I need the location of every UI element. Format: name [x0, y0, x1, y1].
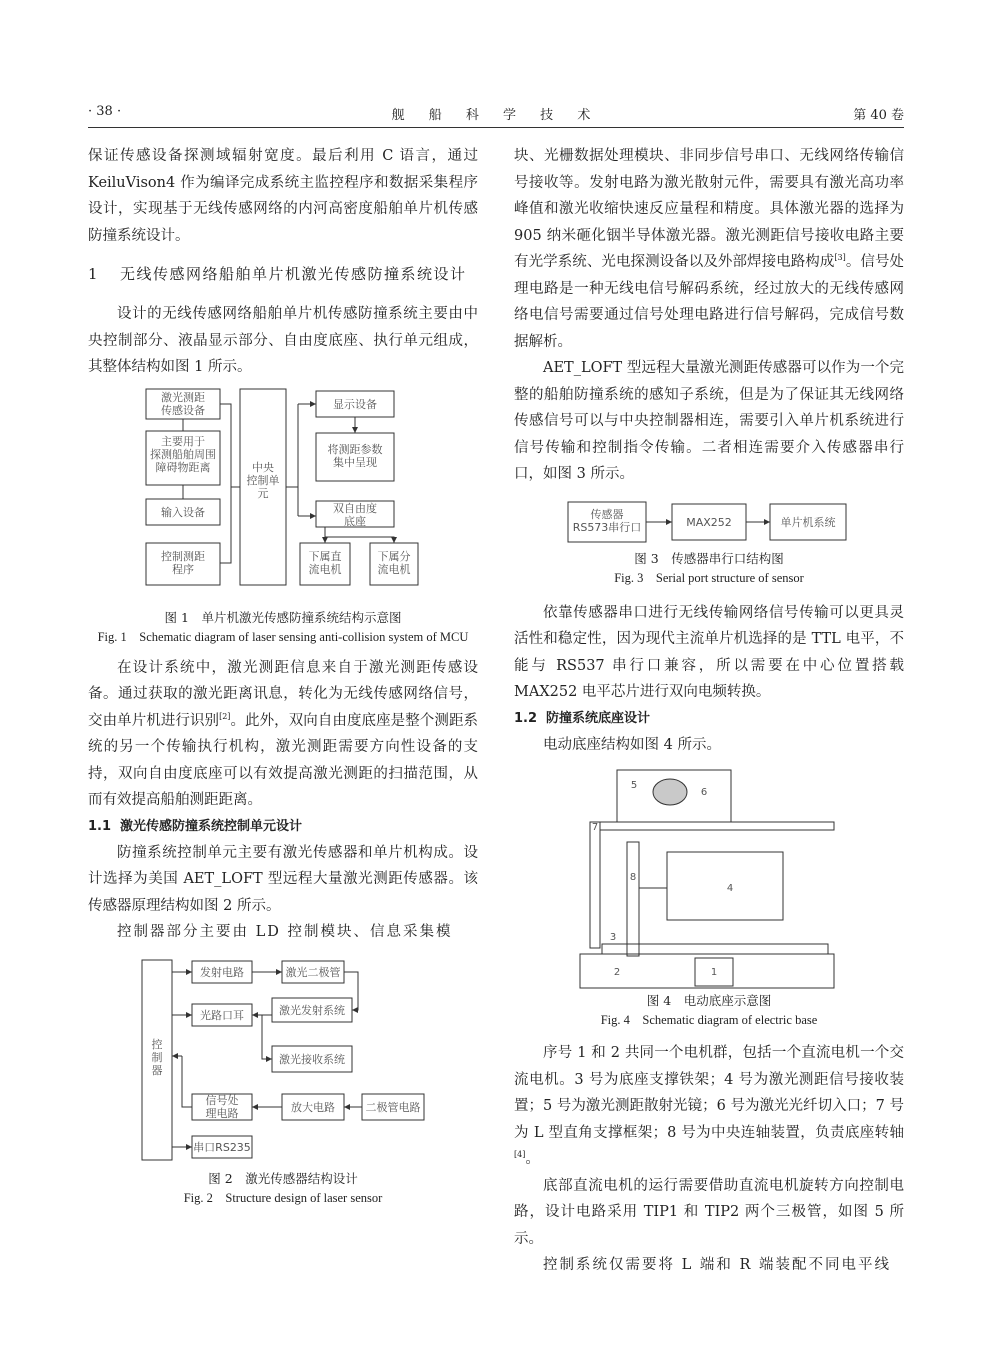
- section-number: 1: [88, 265, 100, 283]
- fig1-box-detect: 主要用于探测船舶周围障碍物距离: [150, 434, 216, 474]
- fig4-label-7: 7: [591, 822, 599, 833]
- fig2-box-serial: 串口RS235: [193, 1140, 251, 1154]
- fig1-box-display: 显示设备: [333, 397, 377, 411]
- left-column: [88, 143, 478, 1212]
- paragraph: 底部直流电机的运行需要借助直流电机旋转方向控制电路，设计电路采用 TIP1 和 TIP2 两个三极管，如图 5 所示。: [514, 1177, 904, 1247]
- paragraph: [88, 655, 478, 814]
- paragraph-text: 在设计系统中，激光测距信息来自于激光测距传感设备。通过获取的激光距离讯息，转化为无线传感网络信号，交由单片机进行识别: [88, 659, 478, 729]
- paragraph-text: 。: [525, 1151, 540, 1167]
- figure-4-diagram: [514, 764, 904, 990]
- paragraph: 控制系统仅需要将 L 端和 R 端装配不同电平线: [543, 1257, 891, 1273]
- journal-title: 舰 船 科 学 技 术: [391, 108, 601, 123]
- right-column: [514, 143, 904, 1279]
- fig1-box-base: 双自由度底座: [333, 501, 377, 528]
- paragraph-text: 序号 1 和 2 共同一个电机群，包括一个直流电机一个交流电机。3 号为底座支撑铁架；4 号为激光测距信号接收装置；5 号为激光测距散射光镜；6 号为激光光纤切入口；7 号为 L 型直角支撑框架；8 号为中央连轴装置，负责底座转轴: [514, 1045, 904, 1141]
- fig4-label-3: 3: [609, 932, 617, 943]
- page-number: · 38 ·: [88, 104, 122, 119]
- fig1-box-program: 控制测距程序: [161, 549, 205, 576]
- fig1-box-dc: 下属直流电机: [308, 549, 342, 576]
- figure-1-diagram: [88, 387, 478, 607]
- section-title: 防撞系统底座设计: [546, 710, 651, 726]
- paragraph: 依靠传感器串口进行无线传输网络信号传输可以更具灵活性和稳定性，因为现代主流单片机选择的是 TTL 电平，不能与 RS537 串行口兼容，所以需要在中心位置搭载 MAX252 电平芯片进行双向电频转换。: [514, 604, 904, 700]
- fig4-lens-ellipse: [653, 779, 687, 805]
- fig1-box-input: 输入设备: [161, 505, 205, 519]
- fig4-label-4: 4: [726, 883, 734, 894]
- section-heading-1-1: [88, 814, 478, 840]
- fig2-box-laser-recv: 激光接收系统: [279, 1052, 345, 1066]
- fig1-box-ranging: 激光测距传感设备: [161, 390, 205, 417]
- figure-3: [514, 498, 904, 588]
- figure-2-caption-en: Fig. 2 Structure design of laser sensor: [183, 1190, 383, 1205]
- paragraph: 设计的无线传感网络船舶单片机传感防撞系统主要由中央控制部分、液晶显示部分、自由度底座、执行单元组成，其整体结构如图 1 所示。: [88, 306, 478, 375]
- paragraph: 电动底座结构如图 4 所示。: [543, 736, 721, 753]
- figure-3-diagram: [514, 498, 904, 548]
- figure-4-caption-en: Fig. 4 Schematic diagram of electric base: [600, 1013, 818, 1027]
- running-header: [88, 104, 904, 126]
- fig2-box-optical: 光路口耳: [200, 1008, 244, 1022]
- paragraph: [514, 1040, 904, 1173]
- figure-3-caption-en: Fig. 3 Serial port structure of sensor: [614, 570, 804, 585]
- figure-2: [88, 956, 478, 1208]
- fig2-box-amp: 放大电路: [291, 1100, 335, 1114]
- fig2-box-diode: 激光二极管: [285, 965, 341, 979]
- fig4-label-8: 8: [629, 872, 637, 883]
- fig4-label-2: 2: [613, 967, 621, 978]
- fig2-box-laser-emit: 激光发射系统: [279, 1003, 345, 1017]
- fig2-box-photodiode: 二极管电路: [365, 1100, 421, 1114]
- figure-4: [514, 764, 904, 1030]
- section-heading-1-2: [514, 706, 904, 732]
- paragraph: 保证传感设备探测域辐射宽度。最后利用 C 语言，通过 KeiluVison4 作为编译完成系统主监控程序和数据采集程序设计，实现基于无线传感网络的内河高密度船舶单片机传感防撞系统设计。: [88, 148, 478, 244]
- section-number: 1.2: [514, 710, 538, 726]
- figure-1-caption-cn: 图 1 单片机激光传感防撞系统结构示意图: [164, 609, 402, 625]
- fig4-label-5: 5: [630, 780, 638, 791]
- figure-1-caption-en: Fig. 1 Schematic diagram of laser sensing anti-collision system of MCU: [97, 629, 469, 644]
- fig3-box-max: MAX252: [686, 515, 732, 529]
- citation: [4]: [514, 1150, 526, 1160]
- fig2-box-signal: 信号处理电路: [205, 1093, 239, 1120]
- citation: [3]: [834, 253, 846, 263]
- paragraph: 控制器部分主要由 LD 控制模块、信息采集模: [117, 924, 453, 940]
- fig1-box-show: 将测距参数集中呈现: [327, 442, 383, 469]
- fig3-box-mcu: 单片机系统: [780, 515, 836, 529]
- fig2-box-controller: 控制器: [151, 1037, 163, 1077]
- fig2-box-emit: 发射电路: [200, 965, 244, 979]
- section-title: 无线传感网络船舶单片机激光传感防撞系统设计: [120, 265, 467, 283]
- figure-2-diagram: [88, 956, 478, 1168]
- fig1-box-central: 中央控制单元: [246, 460, 280, 500]
- figure-2-caption-cn: 图 2 激光传感器结构设计: [208, 1170, 358, 1186]
- fig1-box-ac: 下属分流电机: [377, 549, 411, 576]
- paragraph-text: 块、光栅数据处理模块、非同步信号串口、无线网络传输信号接收等。发射电路为激光散射元件，需要具有激光高功率峰值和激光收缩快速反应量程和精度。具体激光器的选择为 905 纳米砸化铟半导体激光器。激光测距信号接收电路主要有光学系统、光电探测设备以及外部焊接电路构成: [514, 148, 904, 270]
- section-number: 1.1: [88, 818, 112, 834]
- paragraph-text: 。此外，双向自由度底座是整个测距系统的另一个传输执行机构，激光测距需要方向性设备的支持，双向自由度底座可以有效提高激光测距的扫描范围，从而有效提高船舶测距距离。: [88, 712, 479, 808]
- fig4-label-1: 1: [710, 967, 718, 978]
- fig4-label-6: 6: [700, 787, 708, 798]
- volume-label: 第 40 卷: [853, 108, 904, 123]
- section-title: 激光传感防撞系统控制单元设计: [120, 818, 303, 834]
- figure-3-caption-cn: 图 3 传感器串行口结构图: [634, 550, 784, 566]
- figure-4-caption-cn: 图 4 电动底座示意图: [646, 993, 772, 1008]
- paragraph: [514, 143, 904, 355]
- header-rule: [88, 127, 904, 128]
- section-heading-1: [88, 261, 478, 287]
- figure-1: [88, 387, 478, 647]
- paragraph: 防撞系统控制单元主要有激光传感器和单片机构成。设计选择为美国 AET_LOFT 型远程大量激光测距传感器。该传感器原理结构如图 2 所示。: [88, 844, 478, 914]
- paragraph-text: 。信号处理电路是一种无线电信号解码系统，经过放大的无线传感网络电信号需要通过信号处理电路进行信号解码，完成信号数据解析。: [514, 254, 905, 350]
- citation: [2]: [219, 711, 231, 721]
- fig3-box-sensor: 传感器 RS573串行口: [572, 507, 642, 534]
- paragraph: AET_LOFT 型远程大量激光测距传感器可以作为一个完整的船舶防撞系统的感知子系统，但是为了保证其无线网络传感信号可以与中央控制器相连，需要引入单片机系统进行信号传输和控制指令传输。二者相连需要介入传感器串行口，如图 3 所示。: [514, 360, 904, 482]
